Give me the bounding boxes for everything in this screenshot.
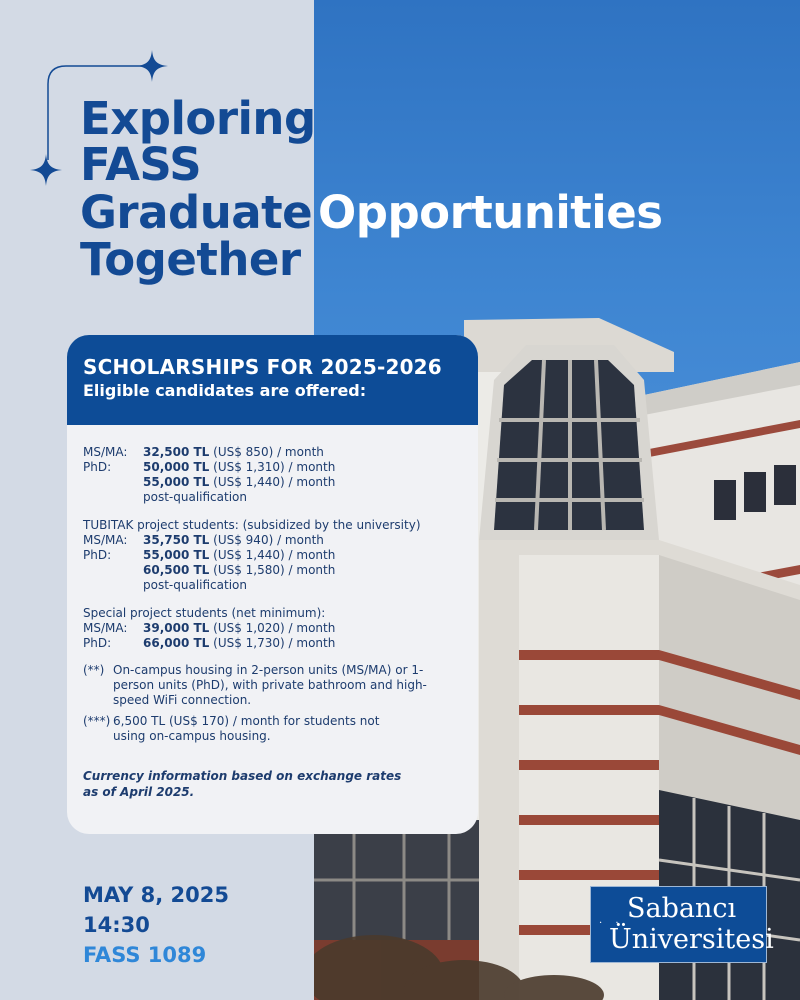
degree-label: MS/MA: <box>83 533 128 547</box>
note-mark: (**) <box>83 663 105 677</box>
card-title: SCHOLARSHIPS FOR 2025-2026 <box>83 355 442 379</box>
tubitak-scholarships: TUBITAK project students: (subsidized by the university) MS/MA: 35,750 TL (US$ 940) / month PhD: 55,000 TL (US$ 1,440) / month 60,500 TL (US$ 1,580) / month post-qualification <box>83 517 464 593</box>
card-subtitle: Eligible candidates are offered: <box>83 381 367 400</box>
degree-label: PhD: <box>83 460 112 474</box>
degree-label: PhD: <box>83 636 112 650</box>
logo-dots-icon: . . <box>599 915 624 926</box>
note-text: On-campus housing in 2-person units (MS/MA) or 1-person units (PhD), with private bathroom and high-speed WiFi connection. <box>113 663 427 707</box>
amount: 55,000 TL <box>143 475 210 489</box>
event-date: MAY 8, 2025 <box>83 883 230 907</box>
amount: 60,500 TL <box>143 563 210 577</box>
heading-line-4: Together <box>80 233 301 286</box>
special-scholarships: Special project students (net minimum): MS/MA: 39,000 TL (US$ 1,020) / month PhD: 66,000 TL (US$ 1,730) / month <box>83 605 464 651</box>
note-mark: (***) <box>83 714 111 728</box>
event-info <box>83 880 229 970</box>
amount: 50,000 TL <box>143 460 210 474</box>
amount: 32,500 TL <box>143 445 210 459</box>
sparkle-icon <box>30 154 62 186</box>
regular-scholarships: MS/MA: 32,500 TL (US$ 850) / month PhD: 50,000 TL (US$ 1,310) / month 55,000 TL (US$ 1,440) / month post-qualification <box>83 445 336 504</box>
logo-line-2: Üniversitesi <box>609 924 774 955</box>
amount: 35,750 TL <box>143 533 210 547</box>
scholarship-card <box>67 335 478 834</box>
logo-line-1: Sabancı <box>627 893 737 924</box>
note-text: 6,500 TL (US$ 170) / month for students not using on-campus housing. <box>113 714 380 743</box>
event-room: FASS 1089 <box>83 943 207 967</box>
section-heading: TUBITAK project students: (subsidized by the university) <box>83 518 421 532</box>
heading-line-3b: Opportunities <box>318 186 663 239</box>
heading-line-3a: Graduate <box>80 186 313 239</box>
degree-label: MS/MA: <box>83 621 128 635</box>
heading-line-2: FASS <box>80 138 202 191</box>
sabanci-logo <box>590 886 774 963</box>
heading-line-1: Exploring <box>80 92 316 145</box>
sparkle-icon <box>136 50 168 82</box>
degree-label: PhD: <box>83 548 112 562</box>
event-time: 14:30 <box>83 913 150 937</box>
housing-allowance-note <box>83 714 464 744</box>
card-header <box>67 335 478 425</box>
section-heading: Special project students (net minimum): <box>83 606 326 620</box>
amount: 66,000 TL <box>143 636 210 650</box>
amount: 55,000 TL <box>143 548 210 562</box>
currency-note: Currency information based on exchange rates as of April 2025. <box>83 769 402 799</box>
card-body <box>67 425 478 800</box>
amount: 39,000 TL <box>143 621 210 635</box>
housing-note <box>83 663 464 708</box>
degree-label: MS/MA: <box>83 445 128 459</box>
